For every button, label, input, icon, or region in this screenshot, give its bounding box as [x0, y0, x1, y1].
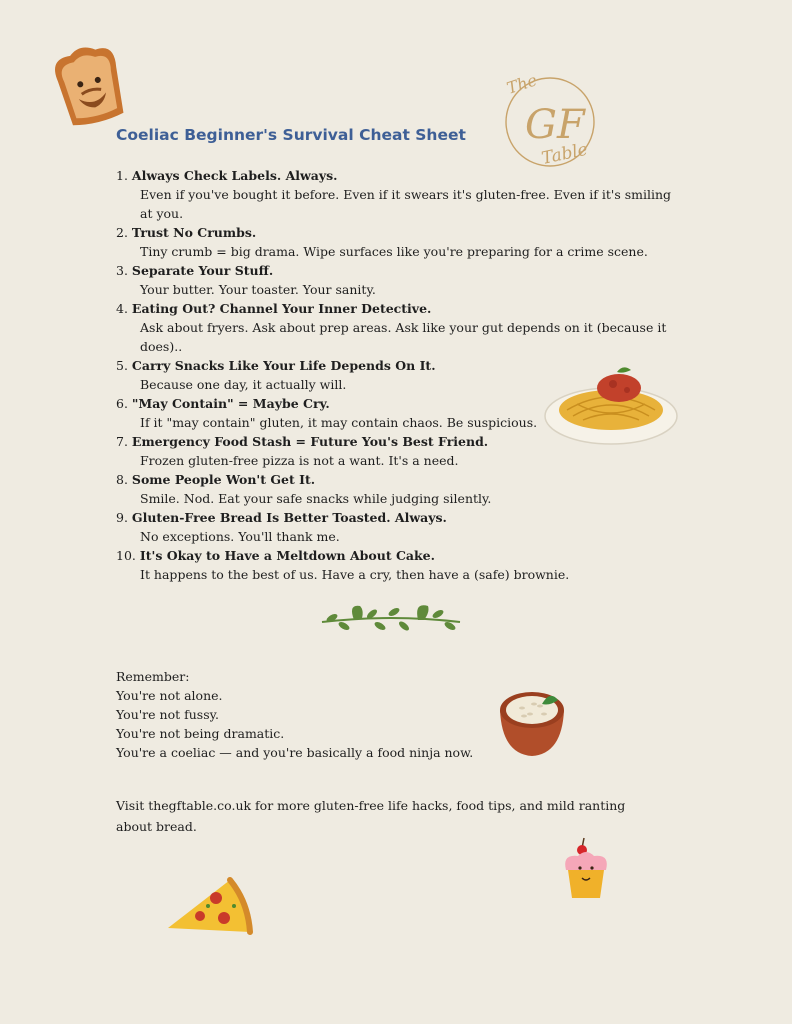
- item-heading: Gluten-Free Bread Is Better Toasted. Always.: [131, 510, 447, 525]
- cupcake-icon: [560, 834, 612, 902]
- item-number: 4.: [116, 301, 128, 316]
- item-heading: Eating Out? Channel Your Inner Detective.: [131, 301, 432, 316]
- item-description: If it "may contain" gluten, it may contain chaos. Be suspicious.: [140, 415, 538, 430]
- remember-line: You're a coeliac — and you're basically a food ninja now.: [116, 745, 474, 760]
- item-number: 9.: [116, 510, 128, 525]
- list-item: [116, 508, 676, 546]
- item-heading: Emergency Food Stash = Future You's Best Friend.: [131, 434, 489, 449]
- remember-line: You're not fussy.: [116, 707, 219, 722]
- logo-table: Table: [539, 139, 590, 169]
- item-description: Because one day, it actually will.: [140, 377, 347, 392]
- item-number: 8.: [116, 472, 128, 487]
- list-item: [116, 223, 676, 261]
- item-number: 5.: [116, 358, 128, 373]
- logo-gf: GF: [525, 102, 585, 148]
- item-description: No exceptions. You'll thank me.: [140, 529, 340, 544]
- remember-line: You're not being dramatic.: [116, 726, 285, 741]
- item-number: 6.: [116, 396, 128, 411]
- item-number: 10.: [116, 548, 136, 563]
- logo-the: The: [504, 70, 540, 98]
- item-heading: "May Contain" = Maybe Cry.: [131, 396, 330, 411]
- item-heading: Some People Won't Get It.: [131, 472, 316, 487]
- rice-bowl-icon: [494, 684, 568, 760]
- list-item: [116, 546, 676, 584]
- item-heading: Trust No Crumbs.: [131, 225, 257, 240]
- item-number: 3.: [116, 263, 128, 278]
- item-heading: Carry Snacks Like Your Life Depends On It.: [131, 358, 436, 373]
- toast-icon: [50, 44, 130, 128]
- item-heading: It's Okay to Have a Meltdown About Cake.: [139, 548, 435, 563]
- remember-section: [116, 667, 473, 762]
- item-description: Ask about fryers. Ask about prep areas. Ask like your gut depends on it (because it does)..: [140, 320, 667, 354]
- item-number: 7.: [116, 434, 128, 449]
- item-description: It happens to the best of us. Have a cry, then have a (safe) brownie.: [140, 567, 570, 582]
- footer-visit-text: Visit thegftable.co.uk for more gluten-free life hacks, food tips, and mild ranting about bread.: [116, 798, 626, 834]
- herb-divider-icon: [318, 600, 464, 640]
- item-number: 2.: [116, 225, 128, 240]
- list-item: [116, 470, 676, 508]
- remember-heading: Remember:: [116, 669, 190, 684]
- item-description: Frozen gluten-free pizza is not a want. It's a need.: [140, 453, 459, 468]
- remember-line: You're not alone.: [116, 688, 223, 703]
- item-heading: Separate Your Stuff.: [131, 263, 274, 278]
- item-description: Even if you've bought it before. Even if it swears it's gluten-free. Even if it's smiling at you.: [140, 187, 672, 221]
- spaghetti-icon: [543, 364, 679, 450]
- item-description: Smile. Nod. Eat your safe snacks while judging silently.: [140, 491, 492, 506]
- list-item: [116, 299, 676, 356]
- item-description: Tiny crumb = big drama. Wipe surfaces like you're preparing for a crime scene.: [140, 244, 648, 259]
- item-number: 1.: [116, 168, 128, 183]
- item-heading: Always Check Labels. Always.: [131, 168, 338, 183]
- item-description: Your butter. Your toaster. Your sanity.: [140, 282, 376, 297]
- pizza-slice-icon: [164, 876, 254, 938]
- gf-table-logo: [495, 72, 605, 172]
- list-item: [116, 261, 676, 299]
- page-title: Coeliac Beginner's Survival Cheat Sheet: [116, 126, 466, 144]
- list-item: [116, 166, 676, 223]
